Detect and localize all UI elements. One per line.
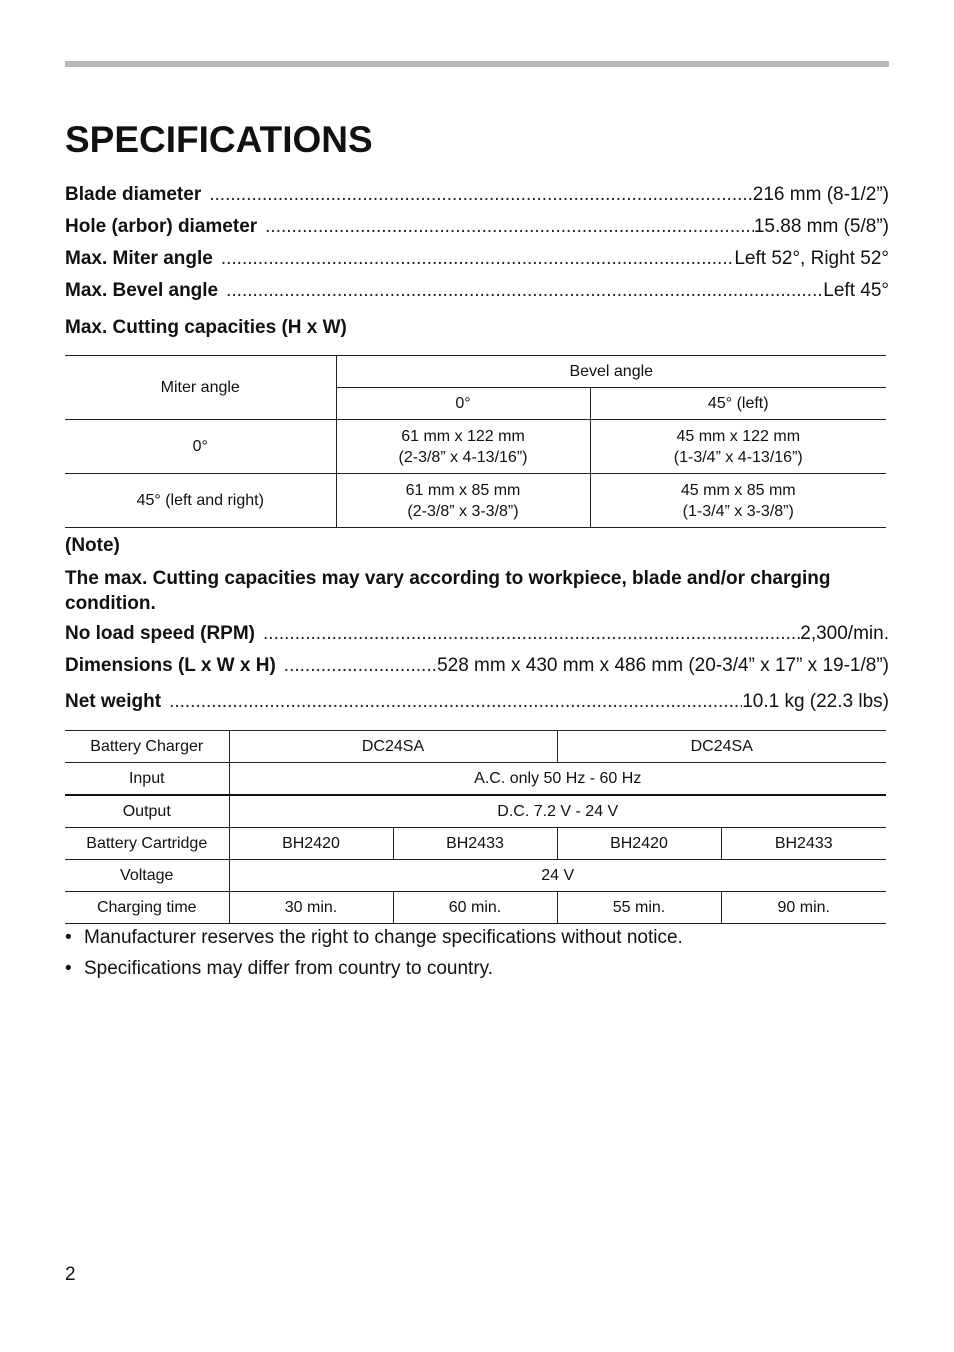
spec-row-max-miter-angle bbox=[65, 247, 889, 271]
spec-value: 15.88 mm (5/8”) bbox=[753, 216, 889, 237]
spec-value: Left 45° bbox=[823, 280, 889, 301]
table-cell: BH2433 bbox=[393, 828, 557, 860]
spec-label: Dimensions (L x W x H) bbox=[65, 655, 276, 676]
spec-row-blade-diameter bbox=[65, 183, 889, 207]
spec-label: Max. Miter angle bbox=[65, 248, 213, 269]
page-number: 2 bbox=[65, 1264, 76, 1285]
spec-value: 2,300/min. bbox=[800, 623, 889, 644]
spec-value: 528 mm x 430 mm x 486 mm (20-3/4” x 17” x 19-1/8”) bbox=[437, 655, 889, 676]
spec-row-hole-diameter bbox=[65, 215, 889, 239]
table-cell: 60 min. bbox=[393, 892, 557, 924]
table-row bbox=[65, 892, 886, 924]
table-row bbox=[65, 763, 886, 796]
list-item-text: Specifications may differ from country to country. bbox=[84, 958, 494, 979]
capacity-metric: 61 mm x 85 mm bbox=[405, 481, 521, 499]
capacity-cell bbox=[336, 420, 590, 474]
row-label: Voltage bbox=[65, 860, 229, 892]
spec-label: No load speed (RPM) bbox=[65, 623, 256, 644]
cutting-capacities-table bbox=[65, 355, 886, 528]
table-row bbox=[65, 420, 886, 474]
table-cell: 24 V bbox=[229, 860, 886, 892]
table-cell: DC24SA bbox=[557, 731, 886, 763]
capacities-heading: Max. Cutting capacities (H x W) bbox=[65, 317, 347, 338]
table-cell: BH2433 bbox=[721, 828, 886, 860]
spec-row-no-load-speed bbox=[65, 622, 889, 646]
dot-leader bbox=[263, 622, 800, 646]
dot-leader bbox=[226, 279, 823, 303]
list-item bbox=[65, 926, 683, 950]
spec-row-net-weight bbox=[65, 690, 889, 714]
table-cell: BH2420 bbox=[229, 828, 393, 860]
table-cell: BH2420 bbox=[557, 828, 721, 860]
capacity-imperial: (2-3/8” x 3-3/8”) bbox=[407, 502, 519, 520]
dot-leader bbox=[169, 690, 742, 714]
miter-angle-header: Miter angle bbox=[160, 379, 240, 396]
table-cell: A.C. only 50 Hz - 60 Hz bbox=[229, 763, 886, 796]
capacity-imperial: (1-3/4” x 3-3/8”) bbox=[682, 502, 794, 520]
list-item-text: Manufacturer reserves the right to change specifications without notice. bbox=[84, 927, 683, 948]
capacity-imperial: (1-3/4” x 4-13/16”) bbox=[673, 448, 803, 466]
dot-leader bbox=[265, 215, 754, 239]
table-row bbox=[65, 828, 886, 860]
row-label: Output bbox=[65, 795, 229, 828]
spec-label: Max. Bevel angle bbox=[65, 280, 219, 301]
table-cell: DC24SA bbox=[229, 731, 557, 763]
row-label: Input bbox=[65, 763, 229, 796]
bevel-col-header: 0° bbox=[336, 388, 590, 420]
note-text: The max. Cutting capacities may vary according to workpiece, blade and/or charging condition. bbox=[65, 568, 831, 614]
spec-label: Blade diameter bbox=[65, 184, 202, 205]
bullet-icon: • bbox=[65, 927, 72, 948]
table-row bbox=[65, 795, 886, 828]
battery-charger-table bbox=[65, 730, 886, 924]
table-cell: 90 min. bbox=[721, 892, 886, 924]
table-row bbox=[65, 474, 886, 528]
bullet-icon: • bbox=[65, 958, 72, 979]
capacity-metric: 45 mm x 122 mm bbox=[676, 427, 801, 445]
miter-cell: 0° bbox=[65, 420, 336, 474]
spec-value: 216 mm (8-1/2”) bbox=[752, 184, 889, 205]
capacity-metric: 61 mm x 122 mm bbox=[401, 427, 525, 445]
capacity-metric: 45 mm x 85 mm bbox=[680, 481, 796, 499]
table-row bbox=[65, 731, 886, 763]
row-label: Battery Charger bbox=[65, 731, 229, 763]
table-row bbox=[65, 860, 886, 892]
table-cell: 55 min. bbox=[557, 892, 721, 924]
row-label: Battery Cartridge bbox=[65, 828, 229, 860]
capacity-cell bbox=[590, 474, 886, 528]
table-cell: 30 min. bbox=[229, 892, 393, 924]
capacity-cell bbox=[336, 474, 590, 528]
top-rule bbox=[65, 61, 889, 67]
list-item bbox=[65, 957, 683, 981]
bevel-angle-header: Bevel angle bbox=[336, 356, 886, 388]
spec-row-max-bevel-angle bbox=[65, 279, 889, 303]
table-cell: D.C. 7.2 V - 24 V bbox=[229, 795, 886, 828]
spec-label: Hole (arbor) diameter bbox=[65, 216, 258, 237]
dot-leader bbox=[221, 247, 735, 271]
table-row bbox=[65, 356, 886, 388]
note-heading: (Note) bbox=[65, 535, 120, 556]
spec-value: Left 52°, Right 52° bbox=[734, 248, 889, 269]
notice-list bbox=[65, 926, 683, 988]
dot-leader bbox=[209, 183, 753, 207]
spec-value: 10.1 kg (22.3 lbs) bbox=[742, 691, 889, 712]
bevel-col-header: 45° (left) bbox=[590, 388, 886, 420]
miter-cell: 45° (left and right) bbox=[65, 474, 336, 528]
spec-label: Net weight bbox=[65, 691, 162, 712]
row-label: Charging time bbox=[65, 892, 229, 924]
dot-leader bbox=[284, 654, 437, 678]
capacity-cell bbox=[590, 420, 886, 474]
spec-row-dimensions bbox=[65, 654, 889, 678]
capacity-imperial: (2-3/8” x 4-13/16”) bbox=[398, 448, 528, 466]
page-title: SPECIFICATIONS bbox=[65, 119, 373, 160]
